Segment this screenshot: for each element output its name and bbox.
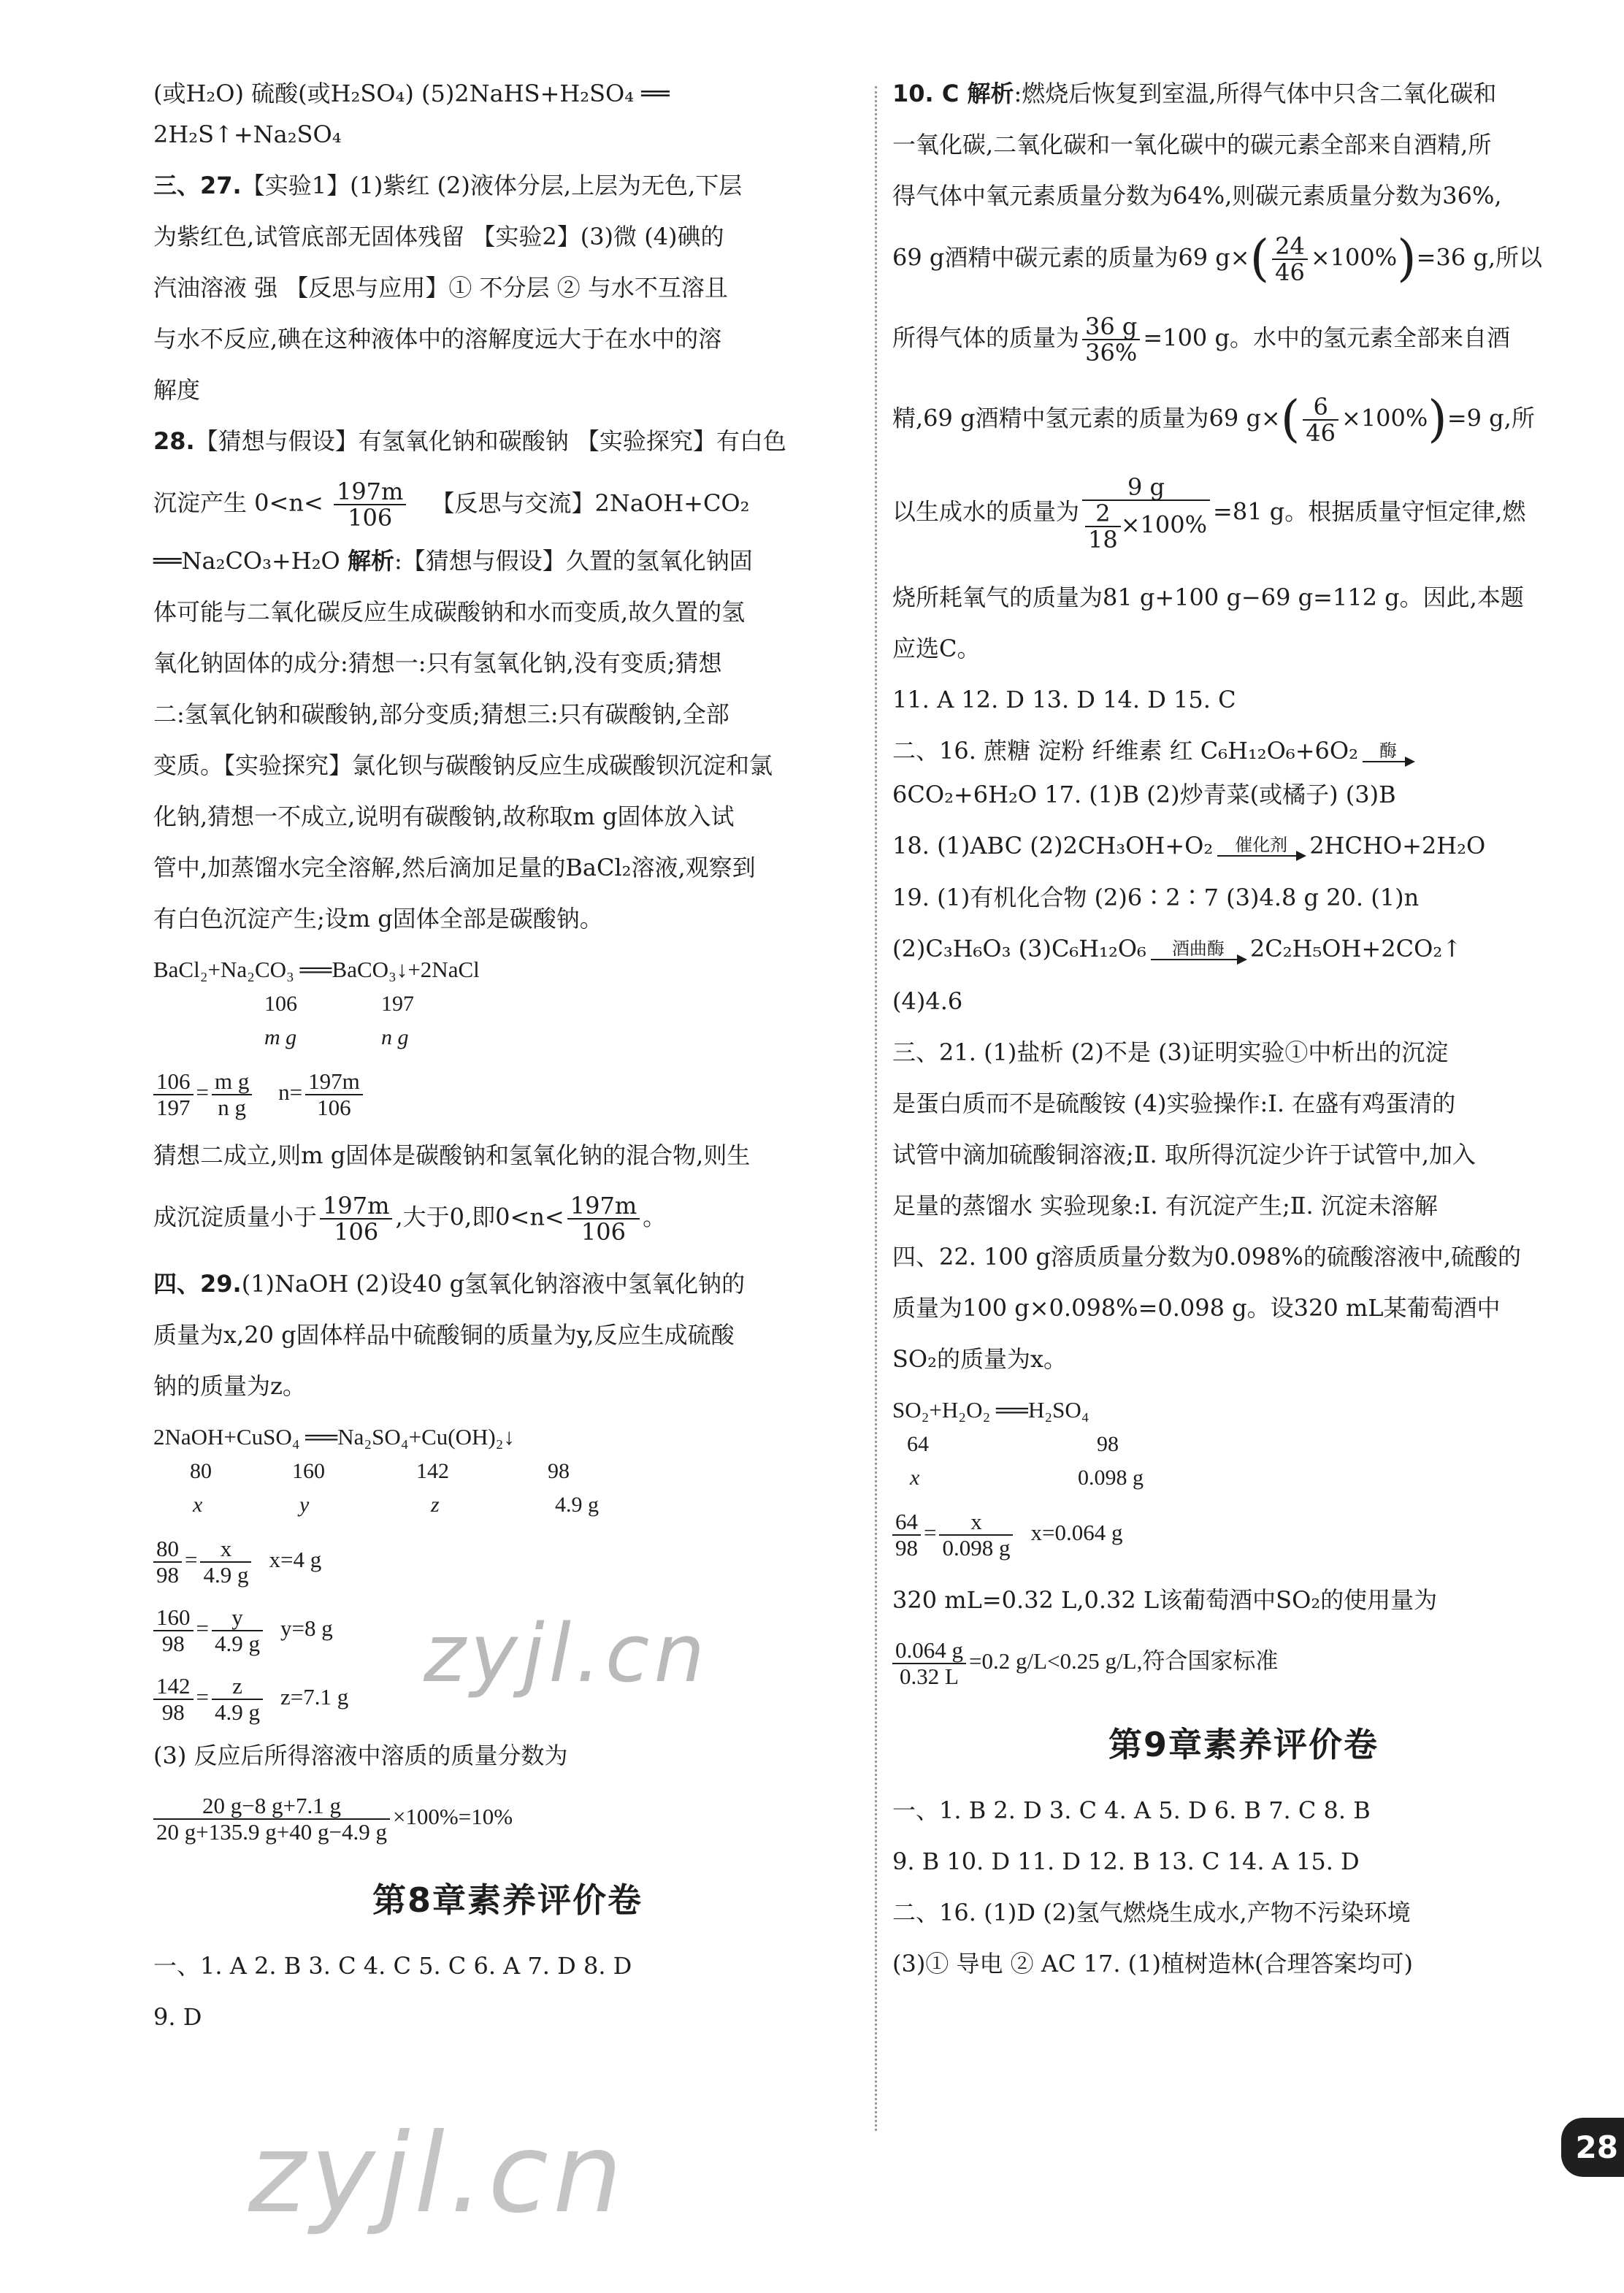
text-line: 四、22. 100 g溶质质量分数为0.098%的硫酸溶液中,硫酸的 [892, 1242, 1521, 1271]
text-line: 化钠,猜想一不成立,说明有碳酸钠,故称取m g固体放入试 [153, 803, 735, 830]
question-number: 10. C [892, 80, 968, 107]
text: 所得气体的质量为 [892, 324, 1080, 352]
text: ×100% [1310, 243, 1398, 272]
fraction [212, 1605, 263, 1656]
text-line: 管中,加蒸馏水完全溶解,然后滴加足量的BaCl₂溶液,观察到 [153, 854, 756, 881]
arrow-icon [1217, 855, 1305, 860]
text-line: 三、21. (1)盐析 (2)不是 (3)证明实验①中析出的沉淀 [892, 1038, 1449, 1066]
fraction [1082, 475, 1210, 552]
numerator: x [200, 1536, 251, 1563]
text-line: 二:氢氧化钠和碳酸钠,部分变质;猜想三:只有碳酸钠,全部 [153, 700, 729, 728]
text-line: 与水不反应,碘在这种液体中的溶解度远大于在水中的溶 [153, 325, 722, 353]
fraction [1085, 501, 1121, 552]
text-line [892, 391, 1595, 448]
variable: m g [264, 1025, 297, 1049]
equation-vars [892, 1466, 1595, 1490]
arrow-icon [1151, 959, 1246, 963]
analysis-label: 解析 [967, 80, 1014, 107]
arrow-icon [1363, 761, 1414, 765]
text: 精,69 g酒精中氢元素的质量为69 g× [892, 404, 1281, 432]
text-line [892, 935, 1595, 963]
denominator: 98 [156, 1562, 179, 1588]
variable: x [193, 1493, 203, 1517]
text-line [153, 479, 862, 530]
watermark: zyjl.cn [424, 1607, 710, 1700]
denominator: 4.9 g [203, 1562, 249, 1588]
fraction [1303, 394, 1338, 445]
numerator: 197m [567, 1193, 640, 1220]
text: ══Na₂CO₃+H₂O [153, 547, 348, 575]
numerator: 24 [1272, 234, 1308, 260]
fraction [153, 1536, 182, 1588]
paren: ) [1428, 391, 1447, 448]
paren: ( [1249, 230, 1270, 288]
numerator: 106 [153, 1069, 194, 1095]
text: 69 g酒精中碳元素的质量为69 g× [892, 243, 1250, 272]
text: ×100% [1341, 404, 1428, 432]
equation-masses [153, 1459, 862, 1484]
denominator: 106 [581, 1218, 626, 1246]
text-line: 有白色沉淀产生;设m g固体全部是碳酸钠。 [153, 905, 603, 933]
text: 。 [643, 1203, 667, 1231]
chapter-8-title: 第8章素养评价卷 [372, 1880, 643, 1920]
right-column [892, 80, 1595, 2002]
denominator: 0.098 g [942, 1534, 1011, 1561]
text: 【猜想与假设】有氢氧化钠和碳酸钠 【实验探究】有白色 [194, 427, 786, 455]
answer-line: 11. A 12. D 13. D 14. D 15. C [892, 686, 1236, 713]
text: 18. (1)ABC (2)2CH₃OH+O₂ [892, 831, 1214, 860]
denominator: 106 [334, 1218, 379, 1246]
analysis-label: 解析 [347, 547, 394, 575]
text-line: (3) 反应后所得溶液中溶质的质量分数为 [153, 1742, 568, 1769]
text-line [892, 475, 1595, 552]
question-number: 28. [153, 427, 195, 455]
reaction-condition: 酶 [1379, 740, 1397, 761]
proportion [153, 1069, 862, 1120]
denominator: 197 [156, 1095, 191, 1120]
text: (1)NaOH (2)设40 g氢氧化钠溶液中氢氧化钠的 [241, 1270, 746, 1298]
text: 2C₂H₅OH+2CO₂↑ [1249, 935, 1462, 962]
equation-vars [153, 1025, 862, 1050]
answer-line: 一、1. A 2. B 3. C 4. C 5. C 6. A 7. D 8. D [153, 1952, 632, 1980]
text: 沉淀产生 0<n< [153, 489, 323, 517]
question-number: 四、29. [153, 1270, 242, 1298]
mass-value: 64 [907, 1431, 929, 1456]
reaction-arrow [1217, 835, 1305, 860]
text: 二、16. 蔗糖 淀粉 纤维素 红 C₆H₁₂O₆+6O₂ [892, 737, 1358, 765]
text-line [892, 230, 1595, 288]
equation-masses [153, 992, 862, 1017]
denominator: 98 [161, 1631, 185, 1656]
q29-line [153, 1271, 862, 1297]
answer-line: 9. D [153, 2003, 202, 2031]
numerator: y [212, 1605, 263, 1631]
fraction [1082, 314, 1140, 365]
question-number: 三、27. [153, 172, 242, 199]
numerator: 2 [1085, 501, 1121, 527]
numerator: z [212, 1674, 263, 1700]
answer-line: 9. B 10. D 11. D 12. B 13. C 14. A 15. D [892, 1847, 1360, 1875]
variable: 0.098 g [1078, 1465, 1144, 1490]
final-calculation [892, 1638, 1595, 1689]
text-line: SO₂的质量为x。 [892, 1344, 1068, 1373]
mass-value: 106 [264, 992, 297, 1016]
chemical-equation: BaCl₂+Na₂CO₃ ══BaCO₃↓+2NaCl [153, 957, 480, 982]
denominator: 106 [348, 504, 393, 532]
result: y=8 g [280, 1615, 333, 1642]
equation-masses [892, 1432, 1595, 1457]
text-line: 质量为x,20 g固体样品中硫酸铜的质量为y,反应生成硫酸 [153, 1321, 735, 1349]
chemical-equation: SO₂+H₂O₂ ══H₂SO₄ [892, 1396, 1089, 1423]
text-line: 质量为100 g×0.098%=0.098 g。设320 mL某葡萄酒中 [892, 1293, 1501, 1322]
q27-line [153, 172, 862, 199]
denominator: 46 [1275, 259, 1305, 286]
mass-value: 98 [1097, 1431, 1119, 1456]
fraction [892, 1638, 966, 1689]
text-line: 汽油溶液 强 【反思与应用】① 不分层 ② 与水不互溶且 [153, 274, 728, 302]
watermark: zyjl.cn [248, 2110, 627, 2238]
left-column [153, 80, 862, 2055]
text-line: 是蛋白质而不是硫酸铵 (4)实验操作:Ⅰ. 在盛有鸡蛋清的 [892, 1089, 1456, 1117]
numerator: 20 g−8 g+7.1 g [153, 1794, 390, 1820]
numerator: m g [212, 1069, 252, 1095]
text-line: 试管中滴加硫酸铜溶液;Ⅱ. 取所得沉淀少许于试管中,加入 [892, 1140, 1476, 1168]
numerator: 0.064 g [892, 1638, 966, 1664]
numerator: 80 [153, 1536, 182, 1563]
denominator: 98 [161, 1699, 185, 1725]
numerator: 36 g [1082, 314, 1140, 340]
text-line [892, 832, 1595, 860]
text-line: 19. (1)有机化合物 (2)6∶2∶7 (3)4.8 g 20. (1)n [892, 884, 1420, 911]
mass-value: 142 [416, 1459, 449, 1483]
text-line: 得气体中氧元素质量分数为64%,则碳元素质量分数为36%, [892, 182, 1502, 210]
fraction [892, 1509, 921, 1561]
text: =0.2 g/L<0.25 g/L,符合国家标准 [969, 1647, 1279, 1674]
text: 2HCHO+2H₂O [1309, 831, 1486, 860]
text: = [196, 1079, 209, 1106]
denominator: n g [218, 1095, 247, 1120]
text-line: (或H₂O) 硫酸(或H₂SO₄) (5)2NaHS+H₂SO₄ ══ [153, 80, 670, 107]
text-line: 应选C。 [892, 635, 981, 662]
denominator: 0.32 L [900, 1663, 959, 1689]
text: :【猜想与假设】久置的氢氧化钠固 [394, 547, 753, 575]
fraction [153, 1674, 194, 1725]
denominator: 4.9 g [214, 1631, 260, 1656]
fraction [153, 1794, 390, 1845]
result: x=0.064 g [1030, 1519, 1123, 1545]
text-line: 氧化钠固体的成分:猜想一:只有氢氧化钠,没有变质;猜想 [153, 649, 722, 677]
result: z=7.1 g [280, 1684, 349, 1710]
fraction [334, 479, 406, 530]
text-line: 解度 [153, 376, 201, 404]
text: ,大于0,即0<n< [395, 1203, 564, 1231]
text-line: 体可能与二氧化碳反应生成碳酸钠和水而变质,故久置的氢 [153, 598, 746, 626]
proportion: $\frac{160}{98}$ = $\frac{y}{4.9 g}$ y=8 g [153, 1605, 862, 1656]
text: :燃烧后恢复到室温,所得气体中只含二氧化碳和 [1014, 80, 1497, 107]
page-number: 28 [1561, 2118, 1624, 2177]
variable: 4.9 g [555, 1493, 599, 1517]
text: n= [278, 1079, 303, 1106]
fraction [1272, 234, 1308, 285]
numerator: 6 [1303, 394, 1338, 421]
text: =81 g。根据质量守恒定律,燃 [1213, 497, 1526, 526]
fraction [567, 1193, 640, 1244]
text-line: 一氧化碳,二氧化碳和一氧化碳中的碳元素全部来自酒精,所 [892, 131, 1492, 158]
text-line [153, 548, 862, 574]
equation-vars [153, 1493, 862, 1517]
text-line: 足量的蒸馏水 实验现象:Ⅰ. 有沉淀产生;Ⅱ. 沉淀未溶解 [892, 1191, 1438, 1220]
reaction-arrow [1151, 938, 1246, 963]
text: (2)C₃H₆O₃ (3)C₆H₁₂O₆ [892, 935, 1146, 962]
text-line: 变质。【实验探究】氯化钡与碳酸钠反应生成碳酸钡沉淀和氯 [153, 751, 773, 779]
proportion: $\frac{142}{98}$ = $\frac{z}{4.9 g}$ z=7.1 g [153, 1674, 862, 1725]
chapter-9-title: 第9章素养评价卷 [1108, 1724, 1379, 1764]
proportion: $\frac{64}{98}$ = $\frac{x}{0.098 g}$ x=0.064 g [892, 1509, 1595, 1561]
fraction [200, 1536, 251, 1588]
variable: n g [381, 1025, 409, 1049]
denominator: 20 g+135.9 g+40 g−4.9 g [156, 1819, 387, 1845]
denominator [1082, 501, 1210, 552]
result: ×100%=10% [392, 1804, 513, 1830]
text: 【实验1】(1)紫红 (2)液体分层,上层为无色,下层 [241, 172, 743, 199]
mass-value: 98 [548, 1459, 570, 1483]
proportion: $\frac{80}{98}$ = $\frac{x}{4.9 g}$ x=4 g [153, 1536, 862, 1588]
reaction-condition: 催化剂 [1235, 835, 1288, 855]
mass-value: 80 [190, 1459, 212, 1483]
chemical-equation: 2NaOH+CuSO₄ ══Na₂SO₄+Cu(OH)₂↓ [153, 1424, 515, 1450]
text-line [892, 314, 1595, 365]
denominator: 4.9 g [214, 1699, 260, 1725]
denominator: 46 [1306, 419, 1336, 447]
fraction [320, 1193, 392, 1244]
denominator: 106 [317, 1095, 351, 1120]
q28-line [153, 428, 862, 454]
text: ×100% [1120, 510, 1208, 539]
numerator: 9 g [1082, 475, 1210, 501]
text: =36 g,所以 [1416, 243, 1543, 272]
answer-line: (3)① 导电 ② AC 17. (1)植树造林(合理答案均可) [892, 1949, 1413, 1978]
fraction [305, 1069, 363, 1120]
variable: z [431, 1493, 440, 1517]
q10-line [892, 80, 1595, 107]
text-line: 钠的质量为z。 [153, 1372, 306, 1400]
numerator: 160 [153, 1605, 194, 1631]
final-calculation [153, 1794, 862, 1845]
column-divider [875, 86, 877, 2131]
text-line: 烧所耗氧气的质量为81 g+100 g−69 g=112 g。因此,本题 [892, 583, 1524, 611]
text-line [153, 1193, 862, 1244]
numerator: 64 [892, 1509, 921, 1536]
text: 【反思与交流】2NaOH+CO₂ [431, 489, 750, 517]
fraction [212, 1069, 252, 1120]
text-line: 猜想二成立,则m g固体是碳酸钠和氢氧化钠的混合物,则生 [153, 1141, 751, 1169]
fraction [939, 1509, 1013, 1561]
answer-line: 一、1. B 2. D 3. C 4. A 5. D 6. B 7. C 8. B [892, 1796, 1371, 1824]
text-line: (4)4.6 [892, 987, 963, 1015]
fraction [153, 1605, 194, 1656]
text-line: 为紫红色,试管底部无固体残留 【实验2】(3)微 (4)碘的 [153, 223, 724, 250]
denominator: 18 [1088, 526, 1118, 554]
paren: ( [1280, 391, 1301, 448]
fraction [153, 1069, 194, 1120]
variable: x [910, 1465, 920, 1490]
numerator: 197m [334, 479, 406, 505]
reaction-condition: 酒曲酶 [1171, 938, 1225, 959]
text-line: 320 mL=0.32 L,0.32 L该葡萄酒中SO₂的使用量为 [892, 1585, 1438, 1614]
variable: y [299, 1493, 310, 1517]
result: x=4 g [269, 1547, 322, 1573]
text: =9 g,所 [1447, 404, 1535, 432]
numerator: 197m [305, 1069, 363, 1095]
denominator: 36% [1085, 339, 1138, 367]
reaction-arrow [1363, 740, 1414, 765]
mass-value: 160 [292, 1459, 325, 1483]
fraction [212, 1674, 263, 1725]
numerator: 142 [153, 1674, 194, 1700]
denominator: 98 [895, 1534, 918, 1561]
text: 成沉淀质量小于 [153, 1203, 318, 1231]
mass-value: 197 [381, 992, 414, 1016]
text: =100 g。水中的氢元素全部来自酒 [1143, 324, 1510, 352]
text-line: 6CO₂+6H₂O 17. (1)B (2)炒青菜(或橘子) (3)B [892, 780, 1396, 808]
numerator: 197m [320, 1193, 392, 1220]
numerator: x [939, 1509, 1013, 1536]
text-line [892, 738, 1595, 765]
text: 以生成水的质量为 [892, 497, 1080, 526]
paren: ) [1397, 230, 1417, 288]
text-line: 2H₂S↑+Na₂SO₄ [153, 120, 342, 148]
answer-line: 二、16. (1)D (2)氢气燃烧生成水,产物不污染环境 [892, 1898, 1411, 1926]
